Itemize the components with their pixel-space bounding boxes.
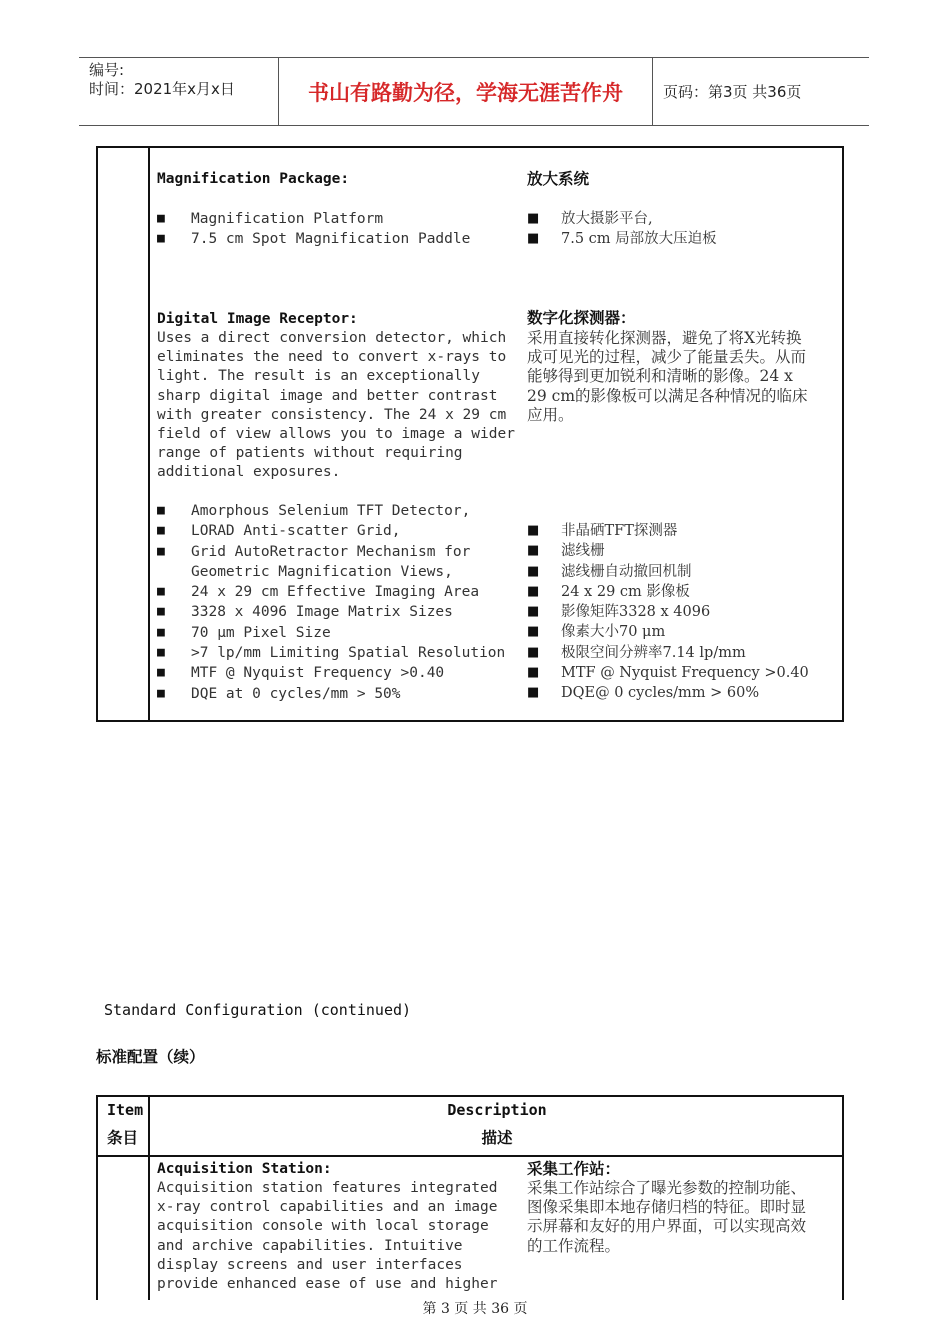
bullet-icon: ■ [157, 523, 165, 539]
list-item: ■ Amorphous Selenium TFT Detector, [157, 501, 505, 521]
list-item: ■ 极限空间分辨率7.14 lp/mm [527, 643, 809, 663]
header-item-en: Item [107, 1101, 144, 1119]
page-header [79, 57, 869, 126]
bullet-icon: ■ [157, 211, 165, 226]
bullet-icon: ■ [527, 644, 540, 660]
header-desc-cn: 描述 [481, 1129, 513, 1147]
bullet-icon: ■ [527, 583, 540, 599]
receptor-body-cn: 采用直接转化探测器，避免了将X光转换 成可见光的过程，减少了能量丢失。从而 能够得到更加锐利和清晰的影像。24 x 29 cm的影像板可以满足各种情况的临床 应用。 [527, 329, 808, 424]
date-label: 时间：2021年x月x日 [89, 80, 235, 98]
list-item: ■ 7.5 cm 局部放大压迫板 [527, 229, 717, 249]
list-item: ■ 非晶硒TFT探测器 [527, 521, 809, 541]
magnification-list-cn [527, 209, 717, 250]
list-item: ■ Magnification Platform [157, 209, 470, 229]
bullet-icon: ■ [527, 563, 540, 579]
list-item: ■ 放大摄影平台, [527, 209, 717, 229]
list-item: ■ 滤线栅 [527, 541, 809, 561]
spec-list-cn [527, 521, 809, 704]
list-item: ■ LORAD Anti-scatter Grid, [157, 521, 505, 541]
bullet-icon: ■ [527, 665, 540, 681]
magnification-list-en [157, 209, 470, 250]
bullet-icon: ■ [157, 685, 165, 701]
list-item: ■ 7.5 cm Spot Magnification Paddle [157, 229, 470, 249]
bullet-icon: ■ [527, 543, 540, 559]
list-item: ■ 3328 x 4096 Image Matrix Sizes [157, 602, 505, 622]
list-item: ■ 24 x 29 cm Effective Imaging Area [157, 582, 505, 602]
list-item: ■ Grid AutoRetractor Mechanism for Geometric Magnification Views, [157, 543, 471, 580]
column-divider [148, 148, 150, 720]
receptor-title-cn: 数字化探测器： [527, 309, 636, 327]
bullet-icon: ■ [527, 685, 540, 701]
header-desc-en: Description [447, 1101, 547, 1119]
bullet-icon: ■ [527, 624, 540, 640]
bullet-icon: ■ [157, 503, 165, 518]
list-item: ■ >7 lp/mm Limiting Spatial Resolution [157, 643, 505, 663]
spec-table-1 [96, 146, 844, 722]
list-item: ■ DQE at 0 cycles/mm > 50% [157, 684, 505, 704]
list-item: ■ 24 x 29 cm 影像板 [527, 582, 809, 602]
bullet-icon: ■ [527, 523, 540, 538]
list-item: ■ MTF @ Nyquist Frequency >0.40 [157, 663, 505, 683]
column-divider [148, 1097, 150, 1300]
bullet-icon: ■ [157, 624, 165, 640]
magnification-title-cn: 放大系统 [527, 170, 590, 188]
number-label: 编号: [89, 61, 125, 79]
bullet-icon: ■ [157, 584, 165, 600]
header-item-cn: 条目 [107, 1129, 139, 1147]
header-meta [79, 58, 279, 125]
bullet-icon: ■ [157, 231, 165, 247]
spec-table-2 [96, 1095, 844, 1300]
receptor-title-en: Digital Image Receptor: [157, 311, 358, 327]
list-item: ■ 像素大小70 μm [527, 622, 809, 642]
bullet-icon: ■ [527, 604, 540, 620]
list-item: ■ 影像矩阵3328 x 4096 [527, 602, 809, 622]
list-item: ■ DQE@ 0 cycles/mm > 60% [527, 683, 809, 703]
acquisition-body-en: Acquisition station features integrated x-ray control capabilities and an image acquisition console with local storage and archive capabilities. Intuitive display screens and user interfaces provide enhanced ease of use and higher [157, 1180, 498, 1293]
bullet-icon: ■ [157, 645, 165, 661]
bullet-icon: ■ [527, 211, 540, 226]
bullet-icon: ■ [157, 665, 165, 681]
header-motto: 书山有路勤为径，学海无涯苦作舟 [279, 58, 653, 125]
acquisition-title-cn: 采集工作站： [527, 1160, 621, 1178]
magnification-title-en: Magnification Package: [157, 171, 350, 187]
page-footer: 第 3 页 共 36 页 [422, 1301, 528, 1317]
acquisition-title-en: Acquisition Station: [157, 1161, 332, 1177]
spec-list-en [157, 501, 505, 704]
list-item: ■ MTF @ Nyquist Frequency >0.40 [527, 663, 809, 683]
receptor-body-en: Uses a direct conversion detector, which eliminates the need to convert x-rays to light. The result is an exceptionally sharp digital image and better contrast with greater consistency. The 24 x 29 cm field of view allows you to image a wider range of patients without requiring additional exposures. [157, 330, 515, 481]
header-page-info: 页码：第3页 共36页 [663, 83, 802, 101]
list-item: ■ 70 μm Pixel Size [157, 623, 505, 643]
list-item: ■ 滤线栅自动撤回机制 [527, 562, 809, 582]
header-row-divider [98, 1155, 842, 1157]
acquisition-body-cn: 采集工作站综合了曝光参数的控制功能、 图像采集即本地存储归档的特征。即时显 示屏幕和友好的用户界面，可以实现高效 的工作流程。 [527, 1179, 807, 1255]
section-title-en: Standard Configuration (continued) [104, 1001, 412, 1019]
bullet-icon: ■ [157, 604, 165, 620]
section-title-cn: 标准配置（续） [96, 1048, 205, 1066]
bullet-icon: ■ [527, 231, 540, 247]
bullet-icon: ■ [157, 543, 165, 559]
